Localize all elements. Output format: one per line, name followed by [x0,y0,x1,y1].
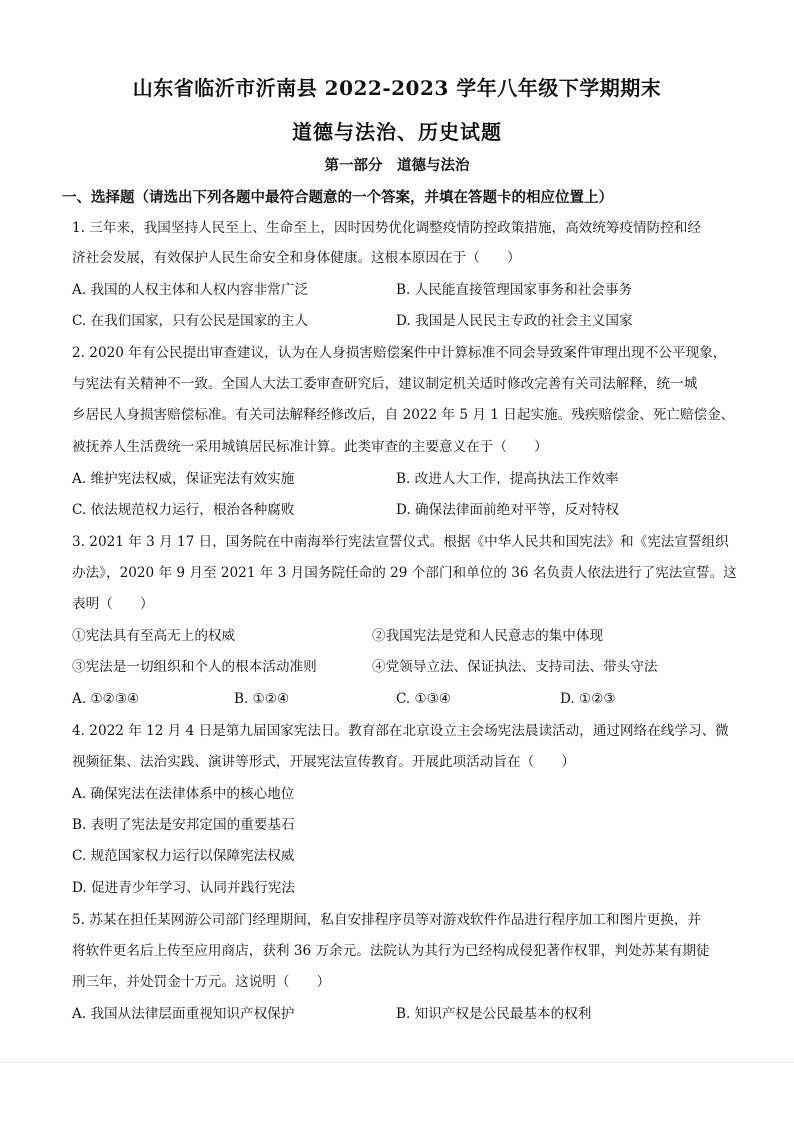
q3-statement-4: ④党领导立法、保证执法、支持司法、带头守法 [372,659,658,675]
q4-option-c: C. 规范国家权力运行以保障宪法权威 [72,848,295,864]
q3-option-b: B. ①②④ [234,691,290,707]
q3-option-c: C. ①③④ [396,691,452,707]
part-title: 第一部分 道德与法治 [324,157,470,174]
q3-option-a: A. ①②③④ [72,691,140,707]
q2-stem-line3: 乡居民人身损害赔偿标准。有关司法解释经修改后，自 2022 年 5 月 1 日起实施。残疾赔偿金、死亡赔偿金、 [72,407,735,423]
q3-statement-1: ①宪法具有至高无上的权威 [72,628,236,644]
exam-title: 山东省临沂市沂南县 2022-2023 学年八年级下学期期末 [132,76,662,100]
q4-stem-line1: 4. 2022 年 12 月 4 日是第九届国家宪法日。教育部在北京设立主会场宪法晨读活动，通过网络在线学习、微 [72,723,729,739]
q3-statement-2: ②我国宪法是党和人民意志的集中体现 [372,628,604,644]
q3-option-d: D. ①②③ [560,691,616,707]
q4-option-d: D. 促进青少年学习、认同并践行宪法 [72,880,295,896]
q2-option-c: C. 依法规范权力运行，根治各种腐败 [72,502,295,518]
q1-option-b: B. 人民能直接管理国家事务和社会事务 [396,282,633,298]
q5-stem-line1: 5. 苏某在担任某网游公司部门经理期间，私自安排程序员等对游戏软件作品进行程序加工和图片更换，并 [72,912,702,928]
q5-stem-line2: 将软件更名后上传至应用商店，获利 36 万余元。法院认为其行为已经构成侵犯著作权罪，判处苏某有期徒 [72,943,710,959]
q2-option-d: D. 确保法律面前绝对平等，反对特权 [396,502,619,518]
q1-option-d: D. 我国是人民民主专政的社会主义国家 [396,313,633,329]
q4-stem-line2: 视频征集、法治实践、演讲等形式，开展宪法宣传教育。开展此项活动旨在（ ） [72,754,575,770]
section-title: 一、选择题（请选出下列各题中最符合题意的一个答案，并填在答题卡的相应位置上） [62,189,613,206]
q2-stem-line4: 被抚养人生活费统一采用城镇居民标准计算。此类审查的主要意义在于（ ） [72,439,548,455]
q1-option-c: C. 在我们国家，只有公民是国家的主人 [72,313,309,329]
q2-stem-line1: 2. 2020 年有公民提出审查建议，认为在人身损害赔偿案件中计算标准不同会导致案件审理出现不公平现象， [72,345,727,361]
q1-stem-line1: 1. 三年来，我国坚持人民至上、生命至上，因时因势优化调整疫情防控政策措施，高效统筹疫情防控和经 [72,220,702,236]
q5-option-b: B. 知识产权是公民最基本的权利 [396,1006,592,1022]
q2-option-a: A. 维护宪法权威，保证宪法有效实施 [72,471,295,487]
q1-option-a: A. 我国的人权主体和人权内容非常广泛 [72,282,308,298]
q4-option-a: A. 确保宪法在法律体系中的核心地位 [72,786,295,802]
q3-stem-line1: 3. 2021 年 3 月 17 日，国务院在中南海举行宪法宣誓仪式。根据《中华人民共和国宪法》和《宪法宣誓组织 [72,534,729,550]
q5-stem-line3: 刑三年，并处罚金十万元。这说明（ ） [72,974,331,990]
q5-option-a: A. 我国从法律层面重视知识产权保护 [72,1006,295,1022]
q3-stem-line2: 办法》，2020 年 9 月至 2021 年 3 月国务院任命的 29 个部门和单位的 36 名负责人依法进行了宪法宣誓。这 [72,565,737,581]
q3-stem-line3: 表明（ ） [72,596,154,612]
exam-subtitle: 道德与法治、历史试题 [292,120,502,144]
q3-statement-3: ③宪法是一切组织和个人的根本活动准则 [72,659,317,675]
page-bottom-divider [0,1062,794,1063]
q2-option-b: B. 改进人大工作，提高执法工作效率 [396,471,619,487]
q4-option-b: B. 表明了宪法是安邦定国的重要基石 [72,817,295,833]
q2-stem-line2: 与宪法有关精神不一致。全国人大法工委审查研究后，建议制定机关适时修改完善有关司法解释，统一城 [72,376,698,392]
q1-stem-line2: 济社会发展，有效保护人民生命安全和身体健康。这根本原因在于（ ） [72,250,521,266]
